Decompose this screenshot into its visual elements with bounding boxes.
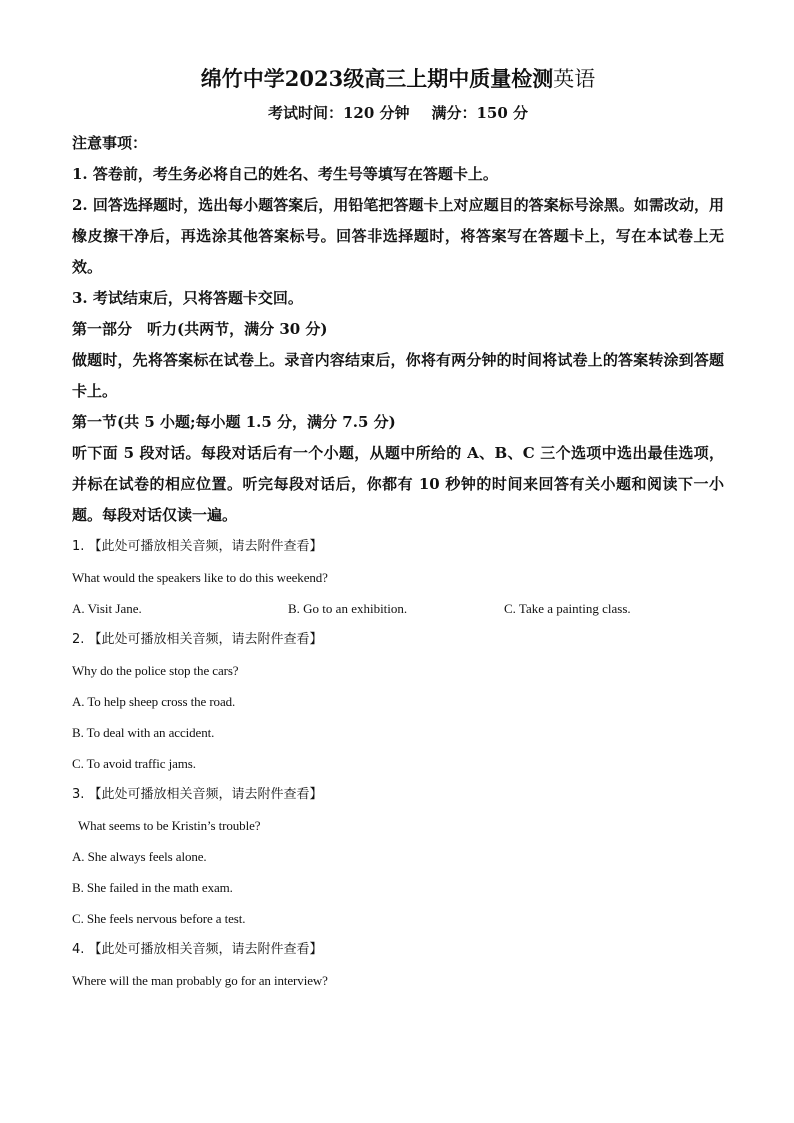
notes-item-3: 3. 考试结束后，只将答题卡交回。 [72, 289, 303, 307]
question-3-audio-link[interactable]: 【此处可播放相关音频，请去附件查看】 [88, 787, 323, 802]
question-3-number: 3. [72, 787, 85, 802]
exam-title-main: 绵竹中学2023级高三上期中质量检测 [200, 66, 554, 91]
question-2-audio-link[interactable]: 【此处可播放相关音频，请去附件查看】 [88, 632, 323, 647]
question-3-text: What seems to be Kristin’s trouble? [78, 818, 261, 833]
question-2-header [72, 624, 724, 655]
question-4-text: Where will the man probably go for an interview? [72, 973, 328, 988]
question-1-header [72, 531, 724, 562]
part1-heading: 第一部分 听力(共两节，满分 30 分) [72, 320, 328, 338]
question-1 [72, 531, 724, 624]
exam-subject: 英语 [553, 67, 596, 91]
part1-instruction: 做题时，先将答案标在试卷上。录音内容结束后，你将有两分钟的时间将试卷上的答案转涂到答题卡上。 [72, 351, 724, 400]
section1-heading: 第一节(共 5 小题;每小题 1.5 分，满分 7.5 分) [72, 413, 396, 431]
exam-score: 满分：150 分 [431, 104, 529, 122]
question-3-option-a: A. She always feels alone. [72, 849, 207, 864]
question-3-option-b: B. She failed in the math exam. [72, 880, 233, 895]
question-3-option-c: C. She feels nervous before a test. [72, 911, 246, 926]
question-3 [72, 779, 724, 934]
question-2 [72, 624, 724, 779]
exam-meta [72, 102, 724, 124]
question-2-number: 2. [72, 632, 85, 647]
question-4-number: 4. [72, 942, 85, 957]
question-1-options [72, 593, 724, 624]
question-1-option-c: C. Take a painting class. [504, 601, 631, 616]
exam-time: 考试时间：120 分钟 [267, 104, 410, 122]
question-1-audio-link[interactable]: 【此处可播放相关音频，请去附件查看】 [88, 539, 323, 554]
question-1-option-b: B. Go to an exhibition. [288, 601, 408, 616]
question-1-option-a: A. Visit Jane. [72, 601, 142, 616]
question-4 [72, 934, 724, 996]
notes-item-2: 2. 回答选择题时，选出每小题答案后，用铅笔把答题卡上对应题目的答案标号涂黑。如需改动，用橡皮擦干净后，再选涂其他答案标号。回答非选择题时，将答案写在答题卡上，写在本试卷上无效。 [72, 196, 724, 276]
question-2-option-c: C. To avoid traffic jams. [72, 756, 196, 771]
question-1-text: What would the speakers like to do this weekend? [72, 570, 328, 585]
question-2-text: Why do the police stop the cars? [72, 663, 239, 678]
exam-title [72, 64, 724, 94]
notes-heading: 注意事项： [72, 134, 148, 152]
notes-item-1: 1. 答卷前，考生务必将自己的姓名、考生号等填写在答题卡上。 [72, 165, 498, 183]
question-4-header [72, 934, 724, 965]
question-4-audio-link[interactable]: 【此处可播放相关音频，请去附件查看】 [88, 942, 323, 957]
exam-page [72, 64, 724, 996]
section1-instruction: 听下面 5 段对话。每段对话后有一个小题，从题中所给的 A、B、C 三个选项中选出最佳选项，并标在试卷的相应位置。听完每段对话后，你都有 10 秒钟的时间来回答有关小题和阅读下一小题。每段对话仅读一遍。 [72, 444, 724, 524]
question-2-option-a: A. To help sheep cross the road. [72, 694, 236, 709]
question-3-header [72, 779, 724, 810]
question-2-option-b: B. To deal with an accident. [72, 725, 215, 740]
question-1-number: 1. [72, 539, 85, 554]
